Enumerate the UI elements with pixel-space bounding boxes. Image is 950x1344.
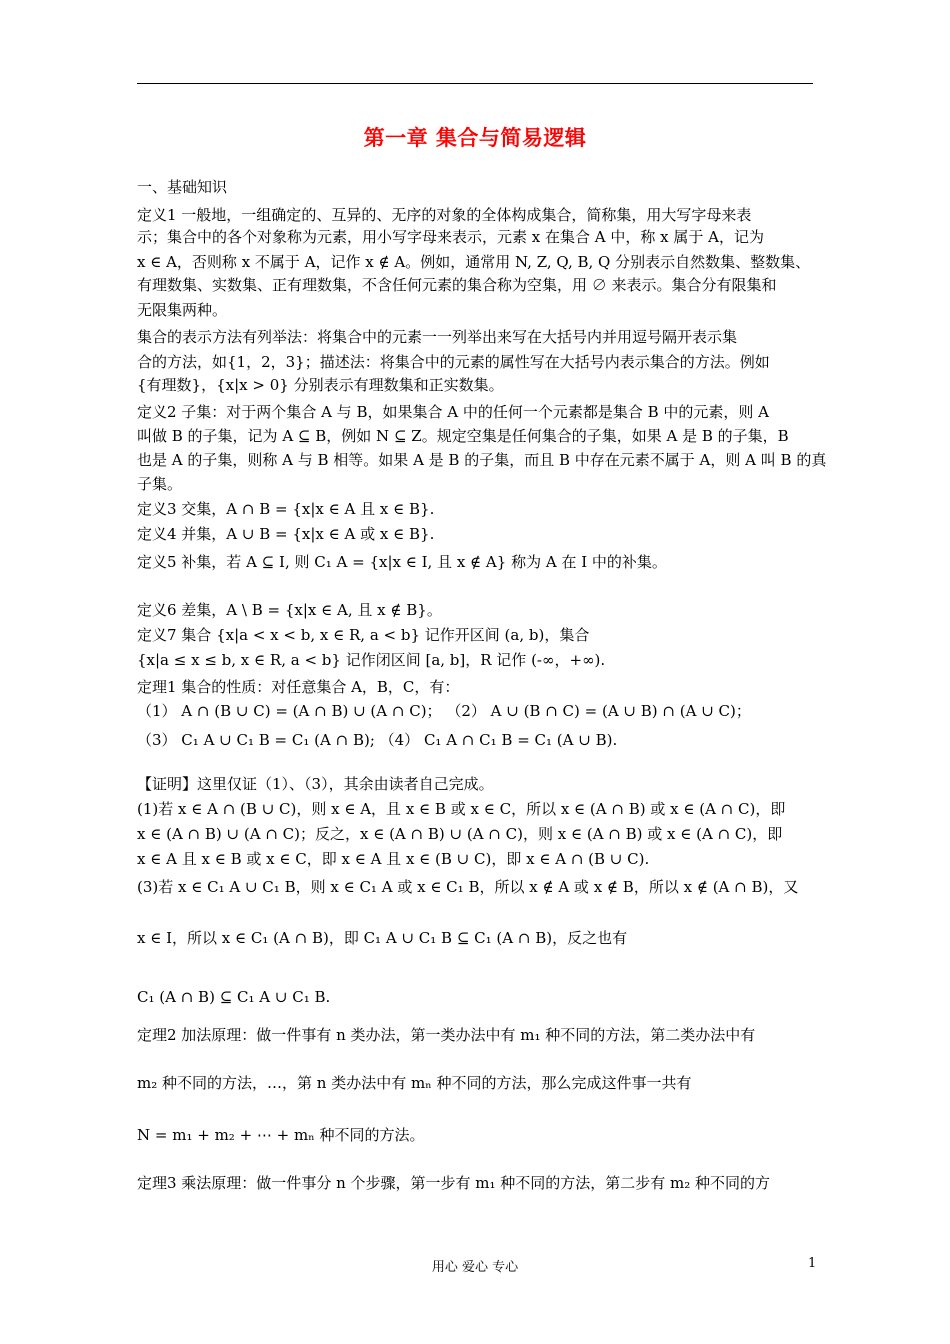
chapter-title: 第一章 集合与简易逻辑 — [363, 125, 587, 150]
text-line: 无限集两种。 — [137, 301, 228, 319]
text-line: 定义5 补集，若 A ⊆ I, 则 C₁ A = {x|x ∈ I, 且 x ∉ A} 称为 A 在 I 中的补集。 — [137, 553, 667, 571]
page-footer: 用心 爱心 专心 — [431, 1260, 519, 1275]
text-line: 定义2 子集：对于两个集合 A 与 B，如果集合 A 中的任何一个元素都是集合 B 中的元素，则 A — [137, 403, 770, 421]
page-number: 1 — [808, 1256, 817, 1271]
header-rule — [137, 83, 813, 84]
text-line: 定理1 集合的性质：对任意集合 A，B，C，有： — [137, 678, 460, 696]
text-line: 定义7 集合 {x|a < x < b, x ∈ R, a < b} 记作开区间 (a, b)，集合 — [137, 626, 590, 644]
text-line: （1） A ∩ (B ∪ C) = (A ∩ B) ∪ (A ∩ C)； （2） A ∪ (B ∩ C) = (A ∪ B) ∩ (A ∪ C)； — [137, 702, 751, 720]
text-line: （3） C₁ A ∪ C₁ B = C₁ (A ∩ B); （4） C₁ A ∩ C₁ B = C₁ (A ∪ B). — [137, 731, 618, 749]
text-line: 定理3 乘法原理：做一件事分 n 个步骤，第一步有 m₁ 种不同的方法，第二步有 m₂ 种不同的方 — [137, 1174, 771, 1192]
text-line: {有理数}，{x|x > 0} 分别表示有理数集和正实数集。 — [137, 376, 504, 394]
text-line: 【证明】这里仅证（1）、（3），其余由读者自己完成。 — [137, 775, 494, 793]
text-line: x ∈ I，所以 x ∈ C₁ (A ∩ B)，即 C₁ A ∪ C₁ B ⊆ C₁ (A ∩ B)，反之也有 — [137, 929, 628, 947]
text-line: x ∈ A，否则称 x 不属于 A，记作 x ∉ A。例如，通常用 N, Z, Q, B, Q 分别表示自然数集、整数集、 — [137, 253, 811, 271]
text-line: 合的方法，如{1，2，3}；描述法：将集合中的元素的属性写在大括号内表示集合的方法。例如 — [137, 353, 770, 371]
text-line: 定义6 差集，A \ B = {x|x ∈ A, 且 x ∉ B}。 — [137, 601, 442, 619]
text-line: 一、基础知识 — [137, 178, 228, 196]
text-line: 也是 A 的子集，则称 A 与 B 相等。如果 A 是 B 的子集，而且 B 中存在元素不属于 A，则 A 叫 B 的真 — [137, 451, 827, 469]
text-line: x ∈ A 且 x ∈ B 或 x ∈ C，即 x ∈ A 且 x ∈ (B ∪ C)，即 x ∈ A ∩ (B ∪ C). — [137, 850, 650, 868]
text-line: 叫做 B 的子集，记为 A ⊆ B，例如 N ⊆ Z。规定空集是任何集合的子集，如果 A 是 B 的子集，B — [137, 427, 789, 445]
text-line: 集合的表示方法有列举法：将集合中的元素一一列举出来写在大括号内并用逗号隔开表示集 — [137, 328, 738, 346]
text-line: (3)若 x ∈ C₁ A ∪ C₁ B，则 x ∈ C₁ A 或 x ∈ C₁ B，所以 x ∉ A 或 x ∉ B，所以 x ∉ (A ∩ B)，又 — [137, 878, 799, 896]
text-line: 子集。 — [137, 475, 183, 493]
text-line: N = m₁ + m₂ + ⋯ + mₙ 种不同的方法。 — [137, 1126, 425, 1144]
text-line: C₁ (A ∩ B) ⊆ C₁ A ∪ C₁ B. — [137, 988, 331, 1006]
text-line: 定理2 加法原理：做一件事有 n 类办法，第一类办法中有 m₁ 种不同的方法，第二类办法中有 — [137, 1026, 756, 1044]
text-line: 示；集合中的各个对象称为元素，用小写字母来表示，元素 x 在集合 A 中，称 x 属于 A，记为 — [137, 228, 764, 246]
text-line: m₂ 种不同的方法，…，第 n 类办法中有 mₙ 种不同的方法，那么完成这件事一共有 — [137, 1074, 692, 1092]
text-line: {x|a ≤ x ≤ b, x ∈ R, a < b} 记作闭区间 [a, b]，R 记作 (-∞，+∞). — [137, 651, 606, 669]
text-line: (1)若 x ∈ A ∩ (B ∪ C)，则 x ∈ A，且 x ∈ B 或 x ∈ C，所以 x ∈ (A ∩ B) 或 x ∈ (A ∩ C)，即 — [137, 800, 786, 818]
text-line: x ∈ (A ∩ B) ∪ (A ∩ C)；反之，x ∈ (A ∩ B) ∪ (A ∩ C)，则 x ∈ (A ∩ B) 或 x ∈ (A ∩ C)，即 — [137, 825, 783, 843]
text-line: 定义3 交集，A ∩ B = {x|x ∈ A 且 x ∈ B}. — [137, 500, 435, 518]
text-line: 有理数集、实数集、正有理数集，不含任何元素的集合称为空集，用 ∅ 来表示。集合分有限集和 — [137, 276, 777, 294]
text-line: 定义4 并集，A ∪ B = {x|x ∈ A 或 x ∈ B}. — [137, 525, 435, 543]
text-line: 定义1 一般地，一组确定的、互异的、无序的对象的全体构成集合，简称集，用大写字母来表 — [137, 206, 752, 224]
